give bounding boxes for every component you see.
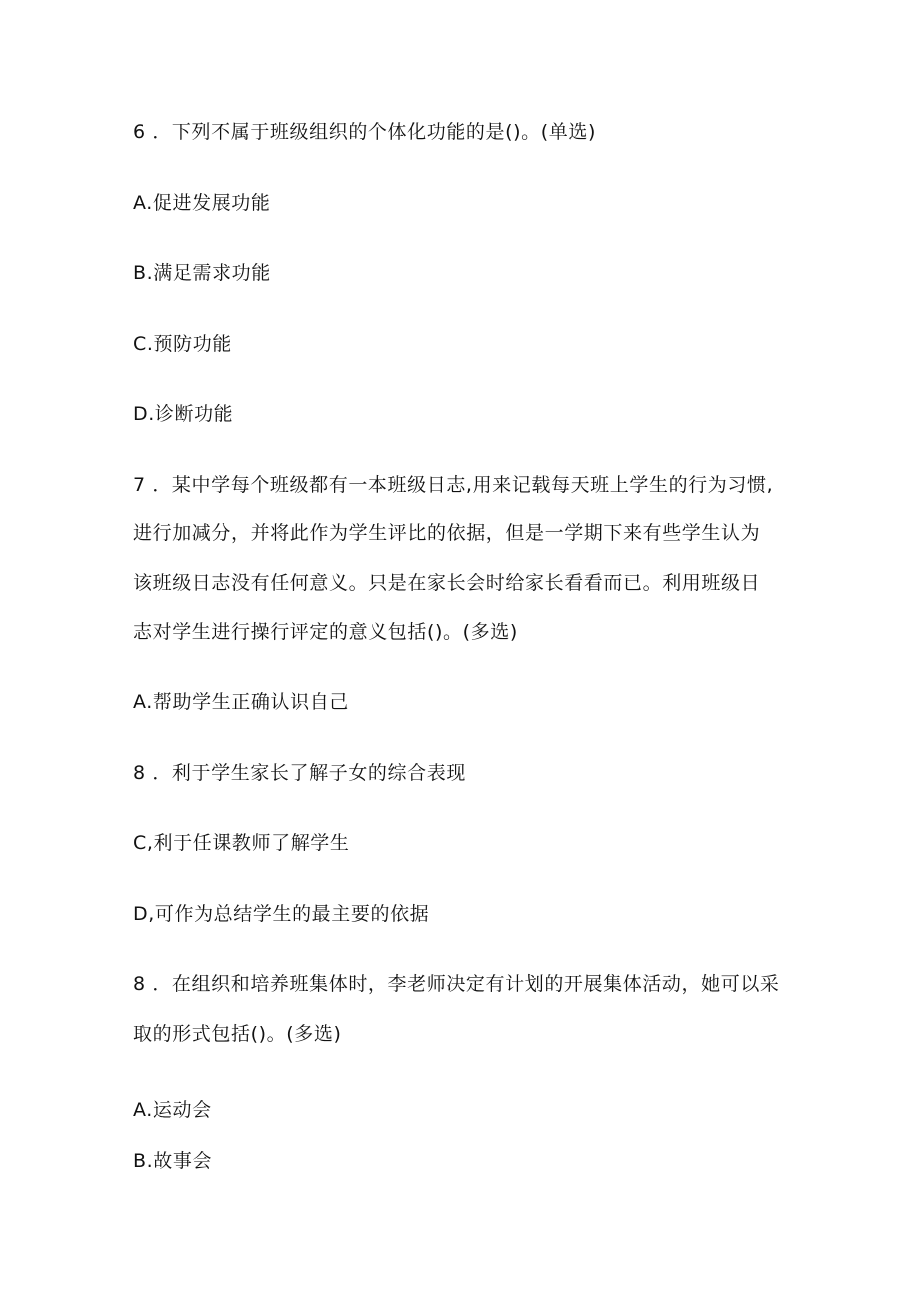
question-7-option-b: 8 ．利于学生家长了解子女的综合表现 bbox=[133, 762, 466, 784]
question-8-option-b: B.故事会 bbox=[133, 1150, 213, 1172]
question-6-option-c: C.预防功能 bbox=[133, 333, 232, 355]
question-7-option-d: D,可作为总结学生的最主要的依据 bbox=[133, 903, 430, 925]
question-7-stem-line-1: 7 ．某中学每个班级都有一本班级日志,用来记载每天班上学生的行为习惯, bbox=[133, 474, 774, 496]
question-7-option-c: C,利于任课教师了解学生 bbox=[133, 832, 350, 854]
question-7-stem-line-4: 志对学生进行操行评定的意义包括()。(多选) bbox=[133, 621, 518, 643]
question-7-stem-line-2: 进行加减分，并将此作为学生评比的依据，但是一学期下来有些学生认为 bbox=[133, 522, 761, 544]
question-7-option-a: A.帮助学生正确认识自己 bbox=[133, 691, 349, 713]
question-8-stem-line-2: 取的形式包括()。(多选) bbox=[133, 1023, 342, 1045]
question-6-option-a: A.促进发展功能 bbox=[133, 192, 271, 214]
question-6-option-b: B.满足需求功能 bbox=[133, 262, 271, 284]
question-6-option-d: D.诊断功能 bbox=[133, 403, 234, 425]
question-8-stem-line-1: 8 ．在组织和培养班集体时，李老师决定有计划的开展集体活动，她可以采 bbox=[133, 973, 780, 995]
question-7-stem-line-3: 该班级日志没有任何意义。只是在家长会时给家长看看而已。利用班级日 bbox=[133, 572, 761, 594]
question-8-option-a: A.运动会 bbox=[133, 1099, 212, 1121]
question-6-stem: 6 ．下列不属于班级组织的个体化功能的是()。(单选) bbox=[133, 121, 596, 143]
